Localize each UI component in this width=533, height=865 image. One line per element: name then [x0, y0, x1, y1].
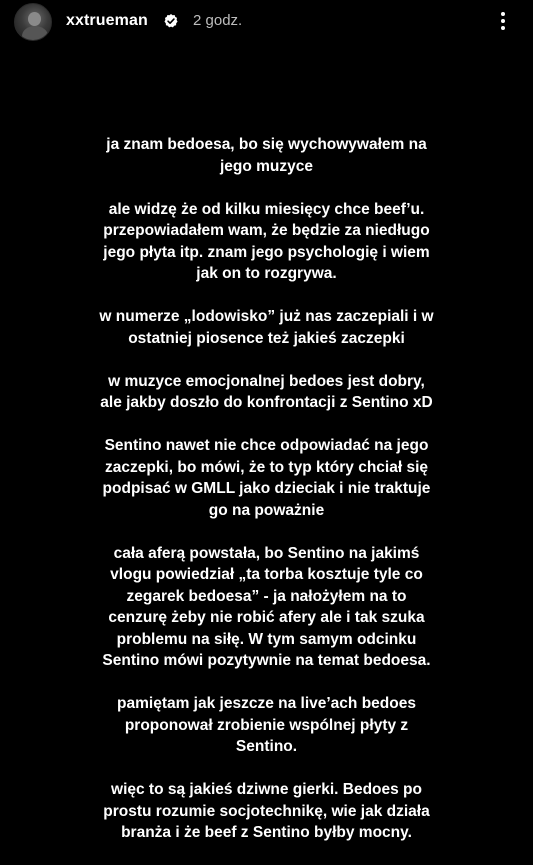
story-paragraph: cała aferą powstała, bo Sentino na jakimś vlogu powiedział „ta torba kosztuje tyle co zegarek bedoesa” - ja nałożyłem na to cenzurę żeby nie robić afery ale i tak szuka problemu na siłę. W tym samym odcinku Sentino mówi pozytywnie na temat bedoesa. [102, 544, 431, 669]
username[interactable]: xxtrueman [66, 12, 148, 29]
story-paragraph: pamiętam jak jeszcze na live’ach bedoes proponował zrobienie wspólnej płyty z Sentino. [117, 695, 416, 755]
profile-avatar[interactable] [14, 3, 52, 41]
story-paragraph: w numerze „lodowisko” już nas zaczepiali i w ostatniej piosence też jakieś zaczepki [99, 308, 434, 347]
post-time: 2 godz. [193, 12, 243, 29]
more-dot [501, 26, 505, 30]
story-paragraph: więc to są jakieś dziwne gierki. Bedoes po prostu rozumie socjotechnikę, wie jak działa branża i że beef z Sentino byłby mocny. [103, 781, 430, 841]
more-vertical-icon[interactable] [494, 9, 512, 35]
more-dot [501, 12, 505, 16]
avatar-head-shape [28, 12, 41, 26]
story-text [40, 134, 493, 865]
story-paragraph: ale widzę że od kilku miesięcy chce beef’u. przepowiadałem wam, że będzie za niedługo jego płyta itp. znam jego psychologię i wiem jak on to rozgrywa. [103, 200, 430, 282]
verified-badge-icon [163, 13, 179, 29]
story-header [0, 0, 533, 46]
more-dot [501, 19, 505, 23]
story-paragraph: Sentino nawet nie chce odpowiadać na jego zaczepki, bo mówi, że to typ który chciał się podpisać w GMLL jako dzieciak i nie traktuje go na poważnie [102, 437, 431, 519]
avatar-body-shape [22, 26, 48, 41]
story-paragraph: w muzyce emocjonalnej bedoes jest dobry, ale jakby doszło do konfrontacji z Sentino xD [100, 372, 433, 411]
story-paragraph: ja znam bedoesa, bo się wychowywałem na jego muzyce [106, 136, 427, 175]
